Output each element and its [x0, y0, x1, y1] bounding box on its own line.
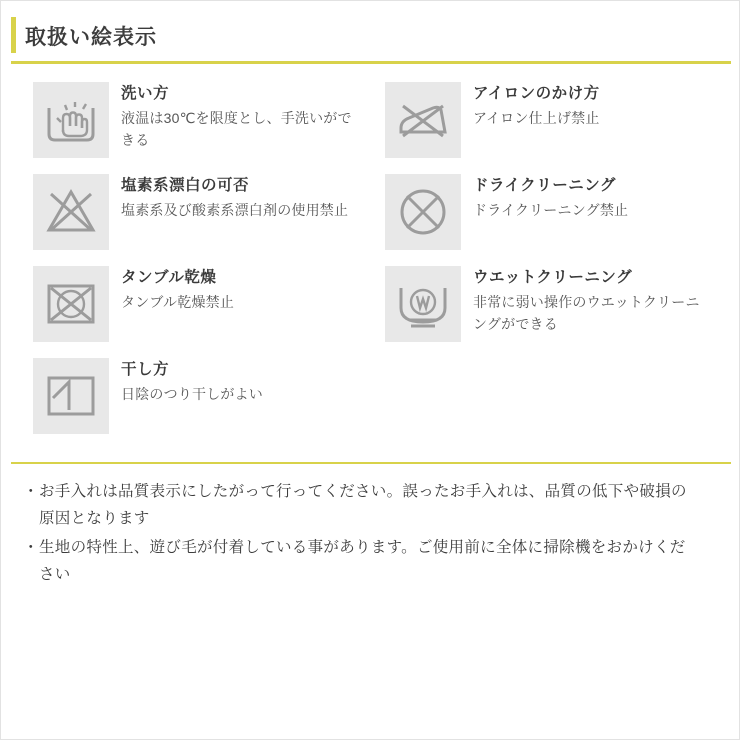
care-item-title: ウエットクリーニング — [473, 269, 633, 286]
notes-list — [11, 464, 731, 589]
care-card — [11, 11, 731, 591]
care-item-desc: 非常に弱い操作のウエットクリーニングができる — [473, 294, 700, 333]
page-title: 取扱い絵表示 — [25, 26, 157, 49]
care-item-text — [121, 82, 357, 152]
care-item-text — [473, 266, 709, 336]
care-item-desc: タンブル乾燥禁止 — [121, 294, 235, 311]
care-item-title: 塩素系漂白の可否 — [121, 177, 250, 194]
care-item — [385, 174, 731, 252]
care-item-title: 洗い方 — [121, 85, 170, 102]
care-item-title: タンブル乾燥 — [121, 269, 217, 286]
hand-wash-icon — [33, 82, 109, 158]
care-item-text — [473, 174, 628, 222]
care-item — [33, 358, 371, 436]
care-item-text — [121, 266, 234, 314]
wet-clean-gentle-icon — [385, 266, 461, 342]
care-item-desc: 塩素系及び酸素系漂白剤の使用禁止 — [121, 202, 349, 219]
care-item-desc: 日陰のつり干しがよい — [121, 386, 263, 403]
no-tumble-dry-icon — [33, 266, 109, 342]
care-item-text — [121, 174, 348, 222]
care-item — [33, 174, 371, 252]
symbol-grid — [11, 64, 731, 460]
line-dry-in-shade-icon — [33, 358, 109, 434]
no-bleach-icon — [33, 174, 109, 250]
care-item-desc: アイロン仕上げ禁止 — [473, 110, 600, 127]
care-item-text — [121, 358, 263, 406]
note-text: お手入れは品質表示にしたがって行ってください。誤ったお手入れは、品質の低下や破損の原因となります — [39, 483, 687, 528]
care-item-desc: 液温は30℃を限度とし、手洗いができる — [121, 110, 352, 149]
symbol-column-left — [11, 82, 371, 450]
care-item — [385, 82, 731, 160]
note-item — [23, 478, 727, 532]
note-bullet: ・ — [23, 483, 39, 500]
no-iron-icon — [385, 82, 461, 158]
header-accent-bar — [11, 17, 16, 53]
section-header — [11, 11, 731, 64]
note-item — [23, 534, 727, 588]
care-item-desc: ドライクリーニング禁止 — [473, 202, 629, 219]
care-item — [33, 82, 371, 160]
care-item — [33, 266, 371, 344]
no-dry-clean-icon — [385, 174, 461, 250]
note-text: 生地の特性上、遊び毛が付着している事があります。ご使用前に全体に掃除機をおかけください — [39, 539, 686, 584]
care-item-title: ドライクリーニング — [473, 177, 616, 194]
care-item-title: 干し方 — [121, 361, 170, 378]
note-bullet: ・ — [23, 539, 39, 557]
symbol-column-right — [371, 82, 731, 450]
care-item-text — [473, 82, 600, 130]
care-item — [385, 266, 731, 344]
care-item-title: アイロンのかけ方 — [473, 85, 600, 102]
